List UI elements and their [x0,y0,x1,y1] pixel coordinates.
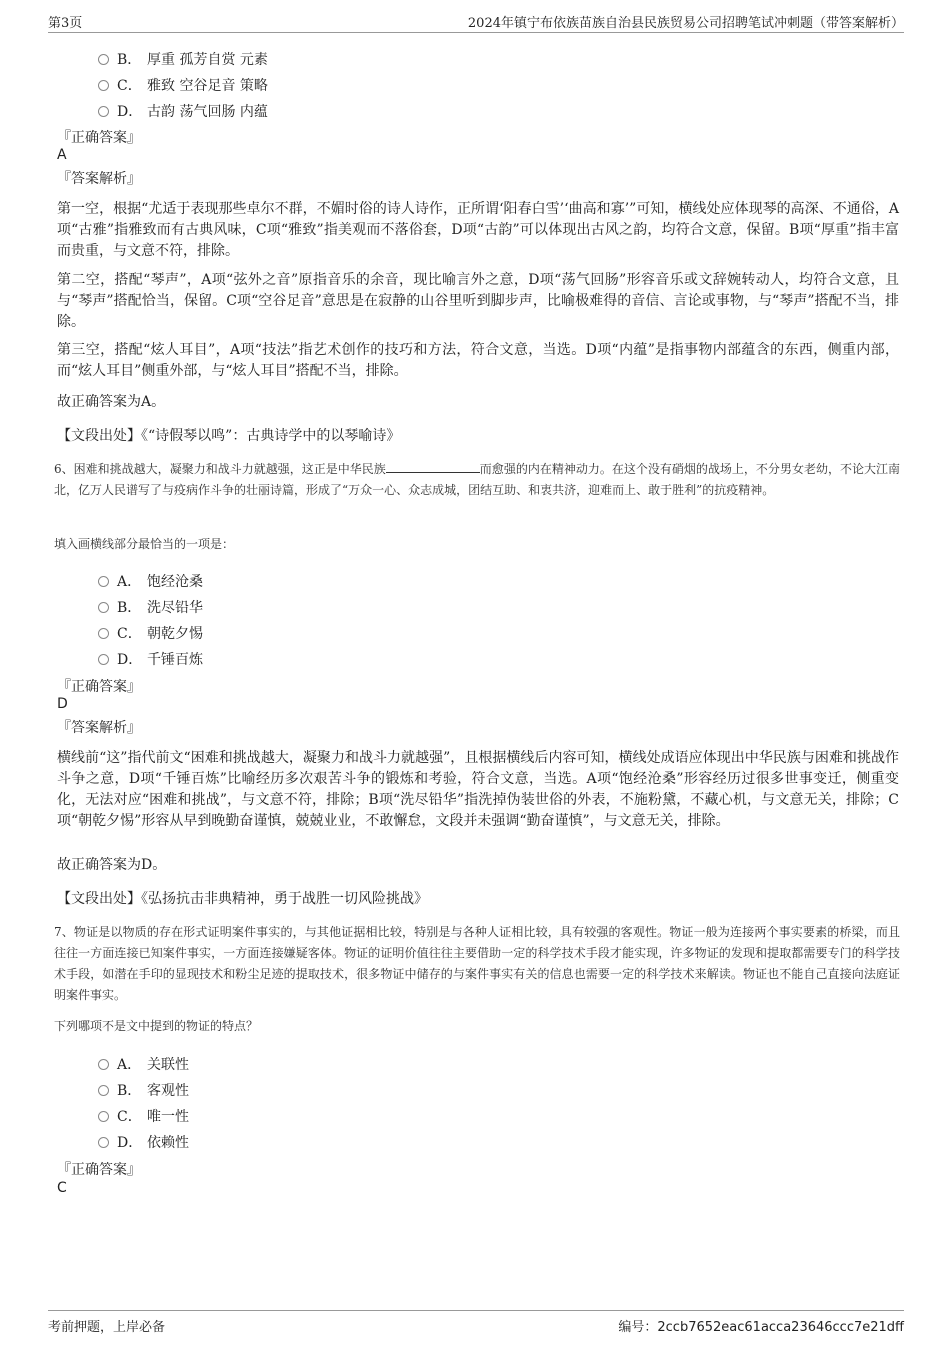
option-text: 千锤百炼 [147,652,203,668]
q5-analysis-para: 第二空，搭配“琴声”，A项“弦外之音”原指音乐的余音，现比喻言外之意，D项“荡气回肠”形容音乐或文辞婉转动人，均符合文意，且与“琴声”搭配恰当，保留。C项“空谷足音”意思是在寂静的山谷里听到脚步声，比喻极难得的音信、言论或事物，与“琴声”搭配不当，排除。 [57,272,899,330]
q6-prompt: 填入画横线部分最恰当的一项是： [54,537,235,551]
q6-answer: D [57,696,68,712]
q5-option-d[interactable]: D． 古韵 荡气回肠 内蕴 [98,101,268,121]
option-text: 唯一性 [147,1109,189,1125]
q5-source: 【文段出处】《“诗假琴以鸣”：古典诗学中的以琴喻诗》 [57,428,401,444]
radio-icon[interactable] [98,602,109,613]
option-text: 雅致 空谷足音 策略 [147,78,268,94]
q5-option-c[interactable]: C． 雅致 空谷足音 策略 [98,75,268,95]
option-text: 饱经沧桑 [147,574,203,590]
q6-option-d[interactable]: D． 千锤百炼 [98,649,203,669]
radio-icon[interactable] [98,106,109,117]
page-footer [48,1310,904,1333]
q6-source: 【文段出处】《弘扬抗击非典精神，勇于战胜一切风险挑战》 [57,891,428,907]
q7-stem: 7、物证是以物质的存在形式证明案件事实的，与其他证据相比较，特别是与各种人证相比较，具有较强的客观性。物证一般为连接两个事实要素的桥梁，而且往往一方面连接已知案件事实，一方面连接嫌疑客体。物证的证明价值往往主要借助一定的科学技术手段才能实现，许多物证的发现和提取都需要专门的科学技术手段，如潜在手印的显现技术和粉尘足迹的提取技术，很多物证中储存的与案件事实有关的信息也需要一定的科学技术来解读。物证也不能自己直接向法庭证明案件事实。 [54,925,900,1002]
option-text: 洗尽铅华 [147,600,203,616]
radio-icon[interactable] [98,54,109,65]
option-text: 关联性 [147,1057,189,1073]
q6-analysis-para: 横线前“这”指代前文“困难和挑战越大，凝聚力和战斗力就越强”，且根据横线后内容可知，横线处成语应体现出中华民族与困难和挑战作斗争之意，D项“千锤百炼”比喻经历多次艰苦斗争的锻炼和考验，符合文意，当选。A项“饱经沧桑”形容经历过很多世事变迁，侧重变化，无法对应“困难和挑战”，与文意不符，排除；B项“洗尽铅华”指洗掉伪装世俗的外表，不施粉黛，不藏心机，与文意无关，排除；C项“朝乾夕惕”形容从早到晚勤奋谨慎，兢兢业业，不敢懈怠，文段并未强调“勤奋谨慎”，与文意无关，排除。 [57,750,899,829]
q7-prompt: 下列哪项不是文中提到的物证的特点？ [54,1019,259,1033]
document-title: 2024年镇宁布依族苗族自治县民族贸易公司招聘笔试冲刺题（带答案解析） [467,16,904,31]
q7-option-c[interactable]: C． 唯一性 [98,1106,189,1126]
q6-option-a[interactable]: A． 饱经沧桑 [98,571,203,591]
q6-answer-label: 『正确答案』 [57,679,141,695]
page-number: 第3页 [48,16,83,31]
q5-answer: A [57,147,67,163]
q6-stem: 6、困难和挑战越大，凝聚力和战斗力就越强，这正是中华民族 而愈强的内在精神动力。在这个没有硝烟的战场上，不分男女老幼，不论大江南北，亿万人民谱写了与疫病作斗争的壮丽诗篇，形成了“万众一心、众志成城，团结互助、和衷共济，迎难而上、敢于胜利”的抗疫精神。 [54,462,900,497]
option-text: 朝乾夕惕 [147,626,203,642]
radio-icon[interactable] [98,1111,109,1122]
q6-option-c[interactable]: C． 朝乾夕惕 [98,623,203,643]
q5-option-b[interactable]: B． 厚重 孤芳自赏 元素 [98,49,268,69]
document-code: 编号：2ccb7652eac61acca23646ccc7e21dff [618,1320,904,1335]
q7-option-a[interactable]: A． 关联性 [98,1054,189,1074]
q7-option-d[interactable]: D． 依赖性 [98,1132,189,1152]
fill-blank [386,460,480,473]
q7-answer-label: 『正确答案』 [57,1162,141,1178]
radio-icon[interactable] [98,1085,109,1096]
option-text: 依赖性 [147,1135,189,1151]
radio-icon[interactable] [98,1137,109,1148]
q5-analysis-label: 『答案解析』 [57,171,141,187]
q5-analysis-para: 第三空，搭配“炫人耳目”，A项“技法”指艺术创作的技巧和方法，符合文意，当选。D项“内蕴”是指事物内部蕴含的东西，侧重内部，而“炫人耳目”侧重外部，与“炫人耳目”搭配不当，排除。 [57,342,899,379]
q6-analysis-label: 『答案解析』 [57,720,141,736]
radio-icon[interactable] [98,1059,109,1070]
q5-conclusion: 故正确答案为A。 [57,394,166,410]
q5-analysis-para: 第一空，根据“尤适于表现那些卓尔不群，不媚时俗的诗人诗作，正所谓‘阳春白雪’‘曲高和寡’”可知，横线处应体现琴的高深、不通俗，A项“古雅”指雅致而有古典风味，C项“雅致”指美观而不落俗套，D项“古韵”可以体现出古风之韵，均符合文意，保留。B项“厚重”指丰富而贵重，与文意不符，排除。 [57,201,899,259]
q7-option-b[interactable]: B． 客观性 [98,1080,189,1100]
page-header [48,12,904,33]
radio-icon[interactable] [98,654,109,665]
radio-icon[interactable] [98,628,109,639]
option-text: 客观性 [147,1083,189,1099]
radio-icon[interactable] [98,80,109,91]
option-text: 厚重 孤芳自赏 元素 [147,52,268,68]
radio-icon[interactable] [98,576,109,587]
footer-slogan: 考前押题，上岸必备 [48,1320,166,1335]
q6-conclusion: 故正确答案为D。 [57,857,167,873]
option-text: 古韵 荡气回肠 内蕴 [147,104,268,120]
q5-answer-label: 『正确答案』 [57,130,141,146]
q7-answer: C [57,1180,67,1196]
q6-option-b[interactable]: B． 洗尽铅华 [98,597,203,617]
